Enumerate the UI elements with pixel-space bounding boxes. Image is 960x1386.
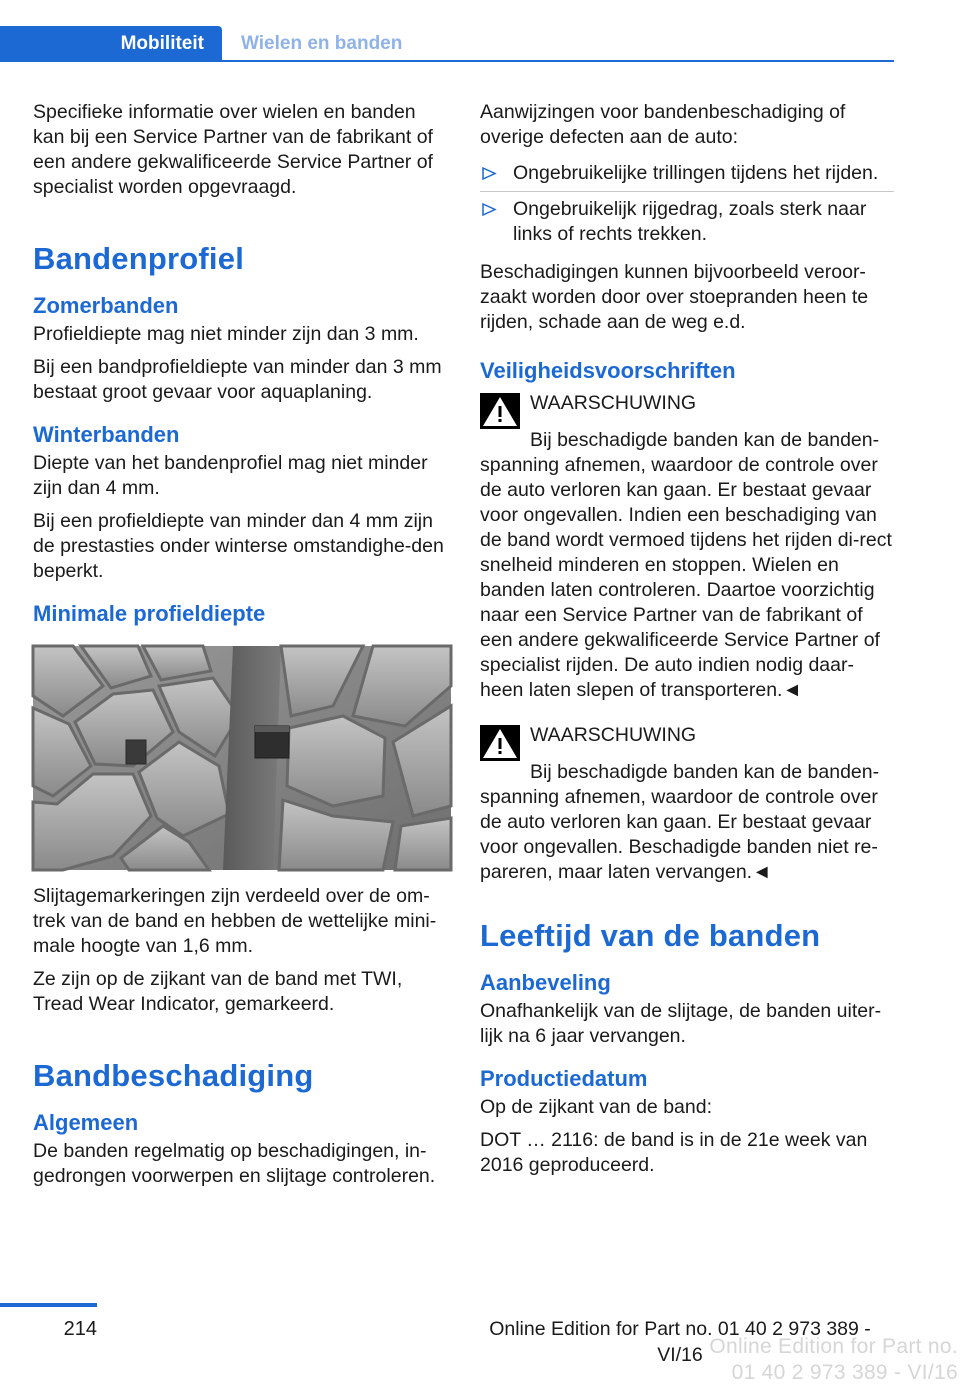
winter-paragraph-2: Bij een profieldiepte van minder dan 4 mm zijn de prestasties onder winterse omstandighe-den beperkt. <box>33 510 444 582</box>
heading-bandbeschadiging: Bandbeschadiging <box>33 1058 314 1093</box>
defects-list <box>480 158 894 252</box>
header-divider <box>0 60 894 62</box>
footer-divider <box>0 1303 97 1307</box>
page-number: 214 <box>63 1318 97 1340</box>
warning-triangle-icon <box>480 725 520 761</box>
tab-wielen-en-banden[interactable] <box>222 26 894 62</box>
heading-winterbanden: Winterbanden <box>33 422 180 447</box>
heading-veiligheidsvoorschriften: Veiligheidsvoorschriften <box>480 358 736 383</box>
heading-minimale-profieldiepte: Minimale profieldiepte <box>33 601 266 626</box>
winter-paragraph-1: Diepte van het bandenprofiel mag niet minder zijn dan 4 mm. <box>33 452 428 499</box>
warning-text-2: Bij beschadigde banden kan de banden-spanning afnemen, waardoor de controle over de auto verloren kan gaan. Er bestaat gevaar voor ongevallen. Beschadigde banden niet re-pareren, maar laten vervangen.◄ <box>480 761 880 883</box>
left-column <box>33 100 451 1197</box>
aanbeveling-paragraph: Onafhankelijk van de slijtage, de banden uiter-lijk na 6 jaar vervangen. <box>480 1000 882 1047</box>
algemeen-paragraph: De banden regelmatig op beschadigingen, in-gedrongen voorwerpen en slijtage controleren. <box>33 1140 436 1187</box>
heading-zomerbanden: Zomerbanden <box>33 293 179 318</box>
list-item-text: Ongebruikelijke trillingen tijdens het rijden. <box>513 162 879 184</box>
edition-note: Online Edition for Part no. 01 40 2 973 389 - VI/16 <box>489 1318 871 1366</box>
zomer-paragraph-2: Bij een bandprofieldiepte van minder dan 3 mm bestaat groot gevaar voor aquaplaning. <box>33 356 442 403</box>
page-header <box>0 0 960 64</box>
list-item <box>480 158 894 192</box>
warning-block-1 <box>480 389 894 703</box>
triangle-right-icon <box>480 161 500 186</box>
heading-leeftijd-van-de-banden: Leeftijd van de banden <box>480 918 821 953</box>
tab-wielen-en-banden-label: Wielen en banden <box>241 33 403 54</box>
minimaal-paragraph-2: Ze zijn op de zijkant van de band met TWI, Tread Wear Indicator, gemarkeerd. <box>33 968 403 1015</box>
list-item-text: Ongebruikelijk rijgedrag, zoals sterk naar links of rechts trekken. <box>513 198 867 245</box>
heading-aanbeveling: Aanbeveling <box>480 970 611 995</box>
warning-block-2 <box>480 721 894 885</box>
zomer-paragraph-1: Profieldiepte mag niet minder zijn dan 3 mm. <box>33 323 419 345</box>
right-column <box>480 100 894 1186</box>
productiedatum-paragraph-1: Op de zijkant van de band: <box>480 1096 712 1118</box>
warning-label-2: WAARSCHUWING <box>530 724 697 746</box>
defects-intro: Aanwijzingen voor bandenbeschadiging of overige defecten aan de auto: <box>480 101 846 148</box>
triangle-right-icon <box>480 197 500 222</box>
tab-mobiliteit[interactable] <box>0 26 222 62</box>
minimaal-paragraph-1: Slijtagemarkeringen zijn verdeeld over de om-trek van de band en hebben de wettelijke mini-male hoogte van 1,6 mm. <box>33 885 437 957</box>
warning-label-1: WAARSCHUWING <box>530 392 697 414</box>
productiedatum-paragraph-2: DOT … 2116: de band is in de 21e week van 2016 geproduceerd. <box>480 1129 868 1176</box>
warning-triangle-icon <box>480 393 520 429</box>
tab-mobiliteit-label: Mobiliteit <box>120 33 204 54</box>
warning-text-1: Bij beschadigde banden kan de banden-spanning afnemen, waardoor de controle over de auto verloren kan gaan. Er bestaat gevaar voor ongevallen. Indien een beschadiging van de band wordt vermoed tijdens het rijden di-rect snelheid minderen en stoppen. Wielen en banden laten controleren. Daartoe voorzichtig naar een Service Partner van de fabrikant of een andere gekwalificeerde Service Partner of specialist rijden. De auto indien nodig daar-heen laten slepen of transporteren.◄ <box>480 429 892 701</box>
damage-causes-paragraph: Beschadigingen kunnen bijvoorbeeld veroor-zaakt worden door over stoepranden heen te rijden, schade aan de weg e.d. <box>480 261 869 333</box>
heading-productiedatum: Productiedatum <box>480 1066 648 1091</box>
intro-paragraph: Specifieke informatie over wielen en banden kan bij een Service Partner van de fabrikant of een andere gekwalificeerde Service Partner of specialist worden opgevraagd. <box>33 101 433 198</box>
watermark: Online Edition for Part no. 01 40 2 973 389 - VI/16 <box>709 1335 958 1384</box>
heading-algemeen: Algemeen <box>33 1110 139 1135</box>
tire-tread-wear-indicator-photo <box>33 646 451 870</box>
list-item <box>480 194 894 252</box>
heading-bandenprofiel: Bandenprofiel <box>33 241 245 276</box>
